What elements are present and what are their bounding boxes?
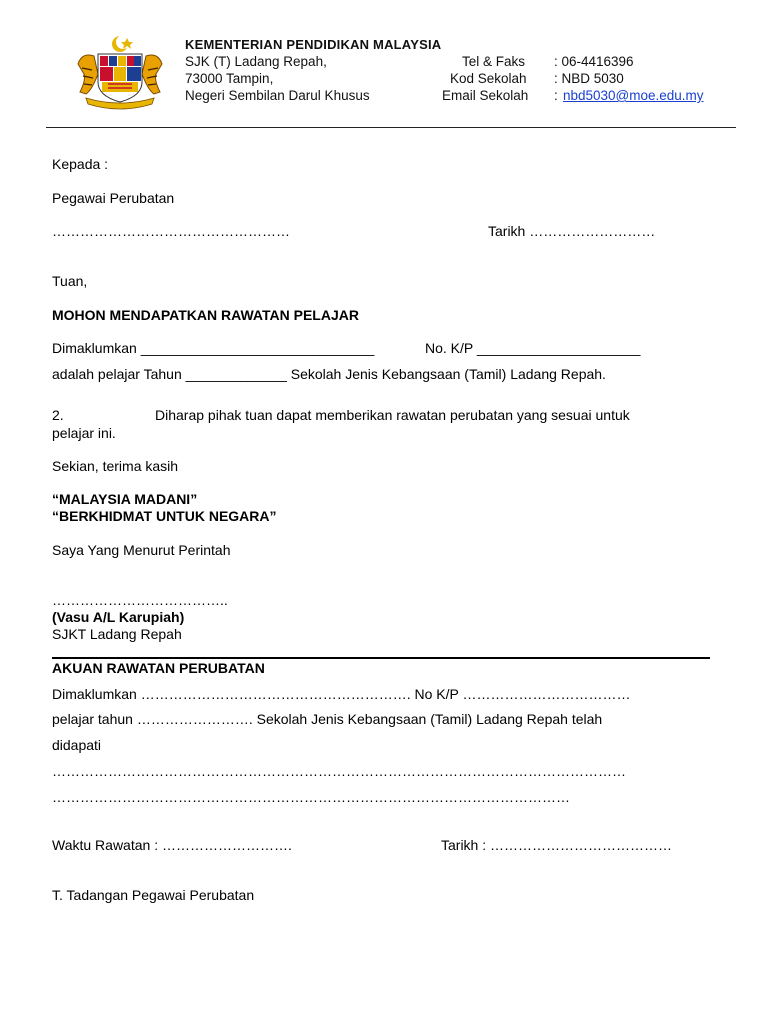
- ministry-name: KEMENTERIAN PENDIDIKAN MALAYSIA: [185, 37, 442, 52]
- treatment-time-field: Waktu Rawatan : ……………………….: [52, 837, 292, 853]
- school-email-link[interactable]: nbd5030@moe.edu.my: [563, 88, 704, 103]
- postcode-line: 73000 Tampin,: [185, 71, 274, 86]
- recipient: Pegawai Perubatan: [52, 190, 175, 206]
- findings-dots-2: …………………………………………………………………………………………………: [52, 789, 570, 805]
- declaration-line-3: didapati: [52, 737, 102, 753]
- doctor-signature-label: T. Tadangan Pegawai Perubatan: [52, 887, 255, 903]
- paragraph-number: 2.: [52, 407, 64, 423]
- sign-off: Saya Yang Menurut Perintah: [52, 542, 231, 558]
- declaration-line-2: pelajar tahun ……………………. Sekolah Jenis Kebangsaan (Tamil) Ladang Repah telah: [52, 711, 603, 727]
- paragraph-text-1: Diharap pihak tuan dapat memberikan rawatan perubatan yang sesuai untuk: [155, 407, 630, 423]
- signatory-name: (Vasu A/L Karupiah): [52, 609, 185, 625]
- closing-line: Sekian, terima kasih: [52, 458, 179, 474]
- student-year-line: adalah pelajar Tahun _____________ Sekolah Jenis Kebangsaan (Tamil) Ladang Repah.: [52, 366, 606, 382]
- school-code-label: Kod Sekolah: [450, 71, 527, 86]
- declaration-line-1: Dimaklumkan …………………………………………………. No K/P ………………………………: [52, 686, 631, 702]
- letter-subject: MOHON MENDAPATKAN RAWATAN PELAJAR: [52, 307, 359, 323]
- treatment-date-field: Tarikh : …………………………………: [441, 837, 673, 853]
- to-label: Kepada :: [52, 156, 109, 172]
- recipient-address-field: ……………………………………………: [52, 223, 290, 239]
- state-line: Negeri Sembilan Darul Khusus: [185, 88, 370, 103]
- school-code-value: : NBD 5030: [554, 71, 624, 86]
- salutation: Tuan,: [52, 273, 88, 289]
- slogan-berkhidmat: “BERKHIDMAT UNTUK NEGARA”: [52, 508, 277, 524]
- header-divider: [46, 127, 736, 128]
- paragraph-text-2: pelajar ini.: [52, 425, 116, 441]
- section-divider: [52, 657, 710, 659]
- findings-dots-1: ……………………………………………………………………………………………………………: [52, 763, 626, 779]
- tel-value: : 06-4416396: [554, 54, 634, 69]
- tel-label: Tel & Faks: [462, 54, 526, 69]
- malaysia-coat-of-arms-icon: [72, 34, 168, 112]
- declaration-title: AKUAN RAWATAN PERUBATAN: [52, 660, 265, 676]
- slogan-madani: “MALAYSIA MADANI”: [52, 491, 198, 507]
- email-colon: :: [554, 88, 558, 103]
- signature-line: ………………………………..: [52, 592, 228, 608]
- letter-date-field: Tarikh ………………………: [488, 223, 656, 239]
- school-email-label: Email Sekolah: [442, 88, 529, 103]
- signatory-school: SJKT Ladang Repah: [52, 626, 182, 642]
- student-ic-field: No. K/P _____________________: [425, 340, 641, 356]
- school-address-line: SJK (T) Ladang Repah,: [185, 54, 327, 69]
- student-name-field: Dimaklumkan ______________________________: [52, 340, 375, 356]
